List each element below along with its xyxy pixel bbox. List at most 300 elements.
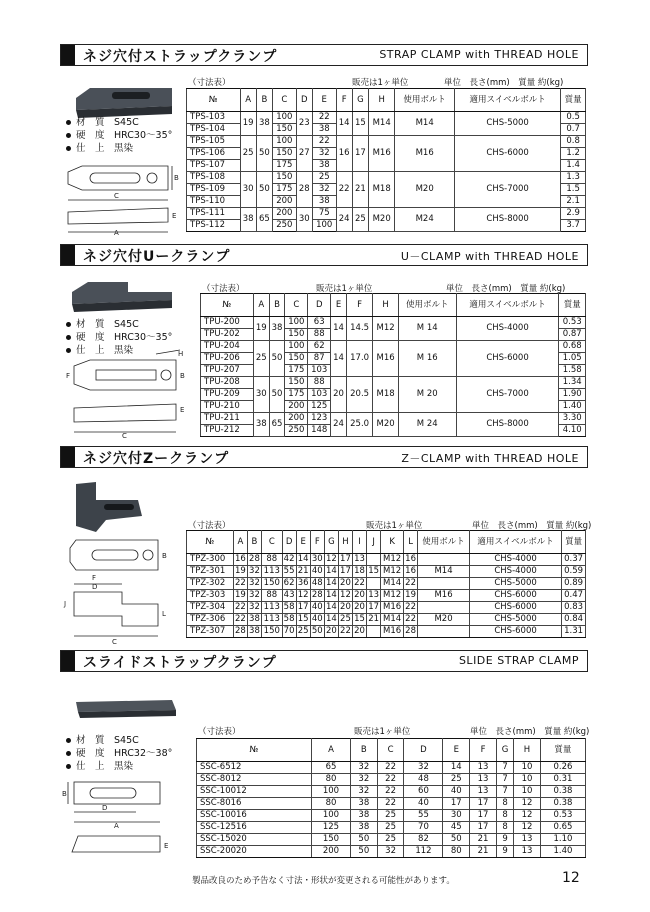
table-cell: CHS-6000 xyxy=(469,602,561,614)
table-cell: 70 xyxy=(283,626,295,636)
table-cell: 17 xyxy=(470,798,497,810)
svg-text:A: A xyxy=(114,822,119,830)
table-cell: TPS-107 xyxy=(187,160,241,172)
column-header: C xyxy=(377,739,404,762)
spec-list: 材 質 S45C 硬 度 HRC30～35° 仕 上 黒染 xyxy=(66,116,172,155)
svg-text:B: B xyxy=(180,372,185,380)
table-cell xyxy=(418,626,470,638)
table-cell: 50 xyxy=(256,136,272,172)
table-cell: 20 xyxy=(340,602,351,612)
table-cell: 88 xyxy=(262,590,283,602)
table-cell: 17.0 xyxy=(346,341,372,377)
section-title-jp: ネジ穴付ストラップクランプ xyxy=(83,49,278,65)
table-cell: 38 xyxy=(350,798,377,810)
table-cell: 19 xyxy=(405,590,416,600)
section-header-z-clamp xyxy=(60,446,588,468)
table-cell: 150 xyxy=(262,578,283,590)
column-header: I xyxy=(353,531,367,554)
table-cell: TPS-109 xyxy=(187,184,241,196)
table-cell: M12 xyxy=(381,566,404,578)
table-cell: 17 xyxy=(470,810,497,822)
table-cell: M16 xyxy=(381,626,404,638)
table-cell: 175 xyxy=(285,365,308,377)
table-cell: 18 xyxy=(354,566,365,576)
column-header: 適用スイベルボルト xyxy=(455,89,561,112)
table-cell: 28 xyxy=(311,590,323,600)
column-header: 質量 xyxy=(562,531,586,554)
table-cell: 24 xyxy=(336,208,352,232)
table-cell: 38 xyxy=(350,810,377,822)
table-cell: 10 xyxy=(514,774,541,786)
table-cell: 16 xyxy=(405,566,416,576)
table-cell: M20 xyxy=(418,614,470,626)
column-header: B xyxy=(256,89,272,112)
table-cell: 250 xyxy=(273,220,297,232)
table-cell xyxy=(418,602,470,614)
svg-text:B: B xyxy=(162,552,167,560)
table-row xyxy=(197,810,586,822)
section-title-en: U－CLAMP with THREAD HOLE xyxy=(400,250,579,263)
column-header: E xyxy=(443,739,470,762)
column-header: G xyxy=(324,531,338,554)
table-cell: 48 xyxy=(311,578,323,588)
table-cell: 12 xyxy=(514,822,541,834)
table-cell: 32 xyxy=(249,602,260,612)
table-cell: 50 xyxy=(350,846,377,858)
table-cell: 20 xyxy=(331,377,347,413)
table-cell: SSC-12516 xyxy=(197,822,312,834)
table-cell: 80 xyxy=(312,798,351,810)
table-row xyxy=(197,762,586,774)
section-header-slide-strap-clamp xyxy=(60,650,588,672)
table-cell: 14 xyxy=(325,602,337,612)
svg-text:E: E xyxy=(164,842,169,850)
table-cell: SSC-15020 xyxy=(197,834,312,846)
table-cell: 70 xyxy=(404,822,443,834)
column-header: F xyxy=(470,739,497,762)
table-cell: 10 xyxy=(514,786,541,798)
table-cell: 13 xyxy=(354,554,365,564)
section-header-u-clamp xyxy=(60,244,588,266)
page-number: 12 xyxy=(562,870,580,886)
table-cell: TPS-106 xyxy=(187,148,241,160)
table-cell: 24 xyxy=(331,413,347,437)
table-cell: 8 xyxy=(496,798,513,810)
table-cell: 175 xyxy=(273,184,297,196)
table-cell: 12 xyxy=(340,590,351,600)
table-cell: 0.59 xyxy=(562,566,586,578)
footer-note: 製品改良のため予告なく寸法・形状が変更される可能性があります。 xyxy=(192,876,455,886)
table-cell: M20 xyxy=(369,208,395,232)
table-cell: 88 xyxy=(262,554,283,566)
table-cell: TPU-211 xyxy=(201,413,254,425)
table-cell: 14 xyxy=(325,578,337,588)
table-cell: 148 xyxy=(308,425,331,437)
table-cell: 50 xyxy=(443,834,470,846)
table-cell: 22 xyxy=(405,614,416,624)
table-cell: TPU-207 xyxy=(201,365,254,377)
u-clamp-table xyxy=(200,293,586,437)
table-cell: 150 xyxy=(285,329,308,341)
slide-strap-clamp-photo xyxy=(72,696,182,720)
table-cell: 17 xyxy=(340,554,351,564)
table-cell: 55 xyxy=(404,810,443,822)
table-cell: 21 xyxy=(297,566,309,576)
table-cell: M12 xyxy=(381,590,404,602)
table-cell: 25 xyxy=(253,341,269,377)
table-cell: M14 xyxy=(381,578,404,590)
table-cell: SSC-20020 xyxy=(197,846,312,858)
table-cell: CHS-4000 xyxy=(456,317,559,341)
table-cell: 14 xyxy=(325,566,337,576)
table-row xyxy=(201,317,586,329)
section-title-jp: ネジ穴付Uークランプ xyxy=(83,249,231,265)
table-cell: TPU-206 xyxy=(201,353,254,365)
table-cell: TPZ-300 xyxy=(187,554,234,566)
table-cell: 200 xyxy=(285,413,308,425)
slide-strap-clamp-table xyxy=(196,738,586,858)
table-cell: 150 xyxy=(273,172,297,184)
svg-text:F: F xyxy=(92,574,97,582)
table-cell: 7 xyxy=(496,774,513,786)
table-cell: 200 xyxy=(312,846,351,858)
table-row xyxy=(197,786,586,798)
table-cell: 88 xyxy=(308,377,331,389)
table-cell: 1.5 xyxy=(561,184,586,196)
column-header: F xyxy=(336,89,352,112)
table-cell: 13 xyxy=(368,590,380,600)
table-cell: 22 xyxy=(377,774,404,786)
z-clamp-photo xyxy=(66,480,146,534)
table-cell: 25 xyxy=(377,822,404,834)
table-cell: 43 xyxy=(283,590,295,600)
column-header: H xyxy=(338,531,352,554)
section-title-jp: ネジ穴付Zークランプ xyxy=(83,451,230,467)
table-cell: 22 xyxy=(377,786,404,798)
column-header: E xyxy=(312,89,336,112)
table-cell: CHS-7000 xyxy=(456,377,559,413)
table-cell: 22 xyxy=(234,578,246,588)
table-cell: 0.26 xyxy=(540,762,585,774)
table-cell: 19 xyxy=(234,566,246,576)
column-header: B xyxy=(269,294,285,317)
table-cell: TPU-200 xyxy=(201,317,254,329)
spec-list: 材 質 S45C 硬 度 HRC32～38° 仕 上 黒染 xyxy=(66,734,172,773)
table-cell: TPU-208 xyxy=(201,377,254,389)
table-cell: CHS-4000 xyxy=(469,566,561,578)
table-cell: 14 xyxy=(325,614,337,624)
table-cell: 28 xyxy=(234,626,246,636)
table-cell: 50 xyxy=(269,341,285,377)
table-cell: 17 xyxy=(443,798,470,810)
table-cell: 0.38 xyxy=(540,786,585,798)
table-cell: 48 xyxy=(404,774,443,786)
table-cell: 200 xyxy=(273,208,297,220)
column-header: F xyxy=(310,531,324,554)
table-row xyxy=(187,626,586,638)
table-cell: TPU-212 xyxy=(201,425,254,437)
table-cell: TPU-202 xyxy=(201,329,254,341)
table-cell: 22 xyxy=(312,136,336,148)
table-cell: 22 xyxy=(336,172,352,208)
table-cell: 1.90 xyxy=(559,389,586,401)
table-cell: 50 xyxy=(269,377,285,413)
column-header: C xyxy=(262,531,283,554)
table-cell: 1.34 xyxy=(559,377,586,389)
table-cell: 12 xyxy=(297,590,309,600)
table-cell: TPU-210 xyxy=(201,401,254,413)
table-row xyxy=(197,834,586,846)
table-cell: 42 xyxy=(283,554,295,564)
table-cell: 1.10 xyxy=(540,834,585,846)
table-row xyxy=(197,822,586,834)
table-cell: SSC-8012 xyxy=(197,774,312,786)
table-cell: 0.37 xyxy=(562,554,586,566)
table-cell: 21 xyxy=(470,834,497,846)
table-cell: 100 xyxy=(285,317,308,329)
table-cell: M12 xyxy=(381,554,404,566)
table-cell: 50 xyxy=(350,834,377,846)
table-cell xyxy=(367,578,381,590)
table-cell: 25.0 xyxy=(346,413,372,437)
table-cell: 38 xyxy=(269,317,285,341)
table-cell: 80 xyxy=(312,774,351,786)
table-cell: 25 xyxy=(312,172,336,184)
table-cell: 32 xyxy=(350,786,377,798)
table-cell: 38 xyxy=(312,196,336,208)
table-cell: 0.87 xyxy=(559,329,586,341)
table-row xyxy=(187,112,586,124)
table-cell: 25 xyxy=(377,834,404,846)
table-row xyxy=(201,377,586,389)
table-cell: 22 xyxy=(354,578,365,588)
table-cell: SSC-8016 xyxy=(197,798,312,810)
table-cell: 38 xyxy=(312,160,336,172)
table-cell: 14 xyxy=(336,112,352,136)
table-cell: 113 xyxy=(262,602,283,614)
table-cell: 32 xyxy=(404,762,443,774)
table-cell: 12 xyxy=(325,554,337,564)
table-cell: 250 xyxy=(285,425,308,437)
table-cell: M20 xyxy=(395,172,455,208)
table-cell: 1.40 xyxy=(540,846,585,858)
table-cell: M 24 xyxy=(398,413,456,437)
table-cell: 13 xyxy=(514,846,541,858)
table-cell: 12 xyxy=(514,810,541,822)
table-cell: 16 xyxy=(234,554,246,564)
table-cell: 17 xyxy=(297,602,309,612)
table-cell: 32 xyxy=(350,774,377,786)
table-cell: 0.31 xyxy=(540,774,585,786)
table-cell: 103 xyxy=(308,389,331,401)
table-cell: 123 xyxy=(308,413,331,425)
column-header: G xyxy=(496,739,513,762)
column-header: 適用スイベルボルト xyxy=(469,531,561,554)
table-cell: 1.05 xyxy=(559,353,586,365)
table-row xyxy=(187,208,586,220)
table-row xyxy=(187,590,586,602)
table-cell: 1.31 xyxy=(562,626,586,638)
column-header: D xyxy=(296,89,312,112)
table-cell: 38 xyxy=(249,626,260,636)
table-cell: 28 xyxy=(249,554,260,564)
table-cell: 20.5 xyxy=(346,377,372,413)
table-cell xyxy=(367,554,381,566)
table-cell: 38 xyxy=(350,822,377,834)
column-header: 質量 xyxy=(561,89,586,112)
table-cell: 27 xyxy=(296,136,312,172)
table-cell: 25 xyxy=(340,614,351,624)
column-header: B xyxy=(350,739,377,762)
table-cell: TPU-204 xyxy=(201,341,254,353)
u-clamp-photo xyxy=(68,276,178,316)
table-cell: 112 xyxy=(404,846,443,858)
table-cell: M14 xyxy=(418,566,470,578)
table-cell: 40 xyxy=(311,602,323,612)
table-row xyxy=(187,602,586,614)
column-header: G xyxy=(352,89,368,112)
table-cell: 13 xyxy=(470,774,497,786)
column-header: H xyxy=(373,294,398,317)
column-header: 質量 xyxy=(559,294,586,317)
table-cell: 14 xyxy=(325,590,337,600)
table-cell: 20 xyxy=(325,626,337,636)
table-cell: SSC-10016 xyxy=(197,810,312,822)
column-header: B xyxy=(247,531,261,554)
table-cell: SSC-6512 xyxy=(197,762,312,774)
table-cell: TPZ-306 xyxy=(187,614,234,626)
table-cell: 3.30 xyxy=(559,413,586,425)
table-cell: 16 xyxy=(405,554,416,564)
table-cell: 25 xyxy=(377,810,404,822)
svg-text:F: F xyxy=(66,372,71,380)
svg-text:L: L xyxy=(162,610,166,618)
table-cell: 13 xyxy=(514,834,541,846)
table-cell: 150 xyxy=(312,834,351,846)
table-cell: 7 xyxy=(496,786,513,798)
table-cell: 22 xyxy=(340,626,351,636)
table-cell: CHS-5000 xyxy=(455,112,561,136)
table-cell: 62 xyxy=(308,341,331,353)
table-cell: 22 xyxy=(377,798,404,810)
table-cell: M18 xyxy=(369,172,395,208)
svg-text:E: E xyxy=(172,212,177,220)
slide-strap-clamp-drawing xyxy=(62,776,182,858)
table-cell: 15 xyxy=(297,614,309,624)
table-cell: 150 xyxy=(273,148,297,160)
table-cell: 9 xyxy=(496,834,513,846)
table-cell: 2.9 xyxy=(561,208,586,220)
table-cell: 32 xyxy=(249,566,260,576)
table-cell: 22 xyxy=(377,762,404,774)
table-cell: CHS-6000 xyxy=(456,341,559,377)
table-cell: 20 xyxy=(354,626,365,636)
column-header: № xyxy=(187,531,234,554)
table-cell: 15 xyxy=(368,566,380,576)
table-cell: 17 xyxy=(352,136,368,172)
table-cell: TPZ-304 xyxy=(187,602,234,614)
table-cell: 55 xyxy=(283,566,295,576)
table-cell: 32 xyxy=(312,184,336,196)
table-cell: 25 xyxy=(443,774,470,786)
table-cell: M16 xyxy=(418,590,470,602)
table-cell: 14 xyxy=(443,762,470,774)
table-cell: 32 xyxy=(377,846,404,858)
table-cell xyxy=(367,626,381,638)
svg-text:B: B xyxy=(62,790,67,798)
table-cell: 0.68 xyxy=(559,341,586,353)
table-cell: 0.53 xyxy=(540,810,585,822)
table-cell: CHS-6000 xyxy=(469,590,561,602)
svg-text:C: C xyxy=(122,432,127,440)
table-cell: TPZ-303 xyxy=(187,590,234,602)
table-cell: 16 xyxy=(336,136,352,172)
table-cell: TPS-108 xyxy=(187,172,241,184)
table-cell: 22 xyxy=(312,112,336,124)
table-cell: 30 xyxy=(296,208,312,232)
table-cell: M16 xyxy=(381,602,404,614)
table-cell: 40 xyxy=(311,566,323,576)
table-cell: 40 xyxy=(443,786,470,798)
table-cell: 3.7 xyxy=(561,220,586,232)
table-cell: 1.3 xyxy=(561,172,586,184)
table-cell: 50 xyxy=(256,172,272,208)
table-cell: 25 xyxy=(240,136,256,172)
table-cell: 0.84 xyxy=(562,614,586,626)
svg-text:B: B xyxy=(174,174,179,182)
section-header-strap-clamp xyxy=(60,44,588,66)
svg-text:D: D xyxy=(102,804,108,812)
table-cell: 100 xyxy=(273,112,297,124)
column-header: A xyxy=(233,531,247,554)
table-cell: 1.2 xyxy=(561,148,586,160)
table-cell: 23 xyxy=(296,112,312,136)
svg-text:C: C xyxy=(114,192,119,200)
column-header: C xyxy=(273,89,297,112)
table-cell: 19 xyxy=(253,317,269,341)
table-cell: 20 xyxy=(354,602,365,612)
table-cell: M24 xyxy=(395,208,455,232)
table-cell xyxy=(418,554,470,566)
table-cell: 2.1 xyxy=(561,196,586,208)
table-cell: TPS-110 xyxy=(187,196,241,208)
table-cell: 13 xyxy=(470,786,497,798)
table-cell: 150 xyxy=(285,377,308,389)
table-cell: 9 xyxy=(496,846,513,858)
column-header: D xyxy=(308,294,331,317)
table-cell: 58 xyxy=(283,614,295,624)
table-cell: 65 xyxy=(256,208,272,232)
table-cell: 1.58 xyxy=(559,365,586,377)
table-cell: TPS-112 xyxy=(187,220,241,232)
table-cell: 30 xyxy=(443,810,470,822)
table-cell: 65 xyxy=(269,413,285,437)
table-row xyxy=(201,341,586,353)
table-cell: 45 xyxy=(443,822,470,834)
table-cell: M16 xyxy=(395,136,455,172)
column-header: H xyxy=(369,89,395,112)
section-title-jp: スライドストラップクランプ xyxy=(83,655,277,671)
column-header: № xyxy=(187,89,241,112)
table-cell: 175 xyxy=(273,160,297,172)
table-cell: 38 xyxy=(312,124,336,136)
table-cell: 15 xyxy=(352,112,368,136)
table-cell: 60 xyxy=(404,786,443,798)
table-cell: TPS-103 xyxy=(187,112,241,124)
table-cell: M 20 xyxy=(398,377,456,413)
column-header: J xyxy=(367,531,381,554)
table-cell: 22 xyxy=(234,614,246,624)
